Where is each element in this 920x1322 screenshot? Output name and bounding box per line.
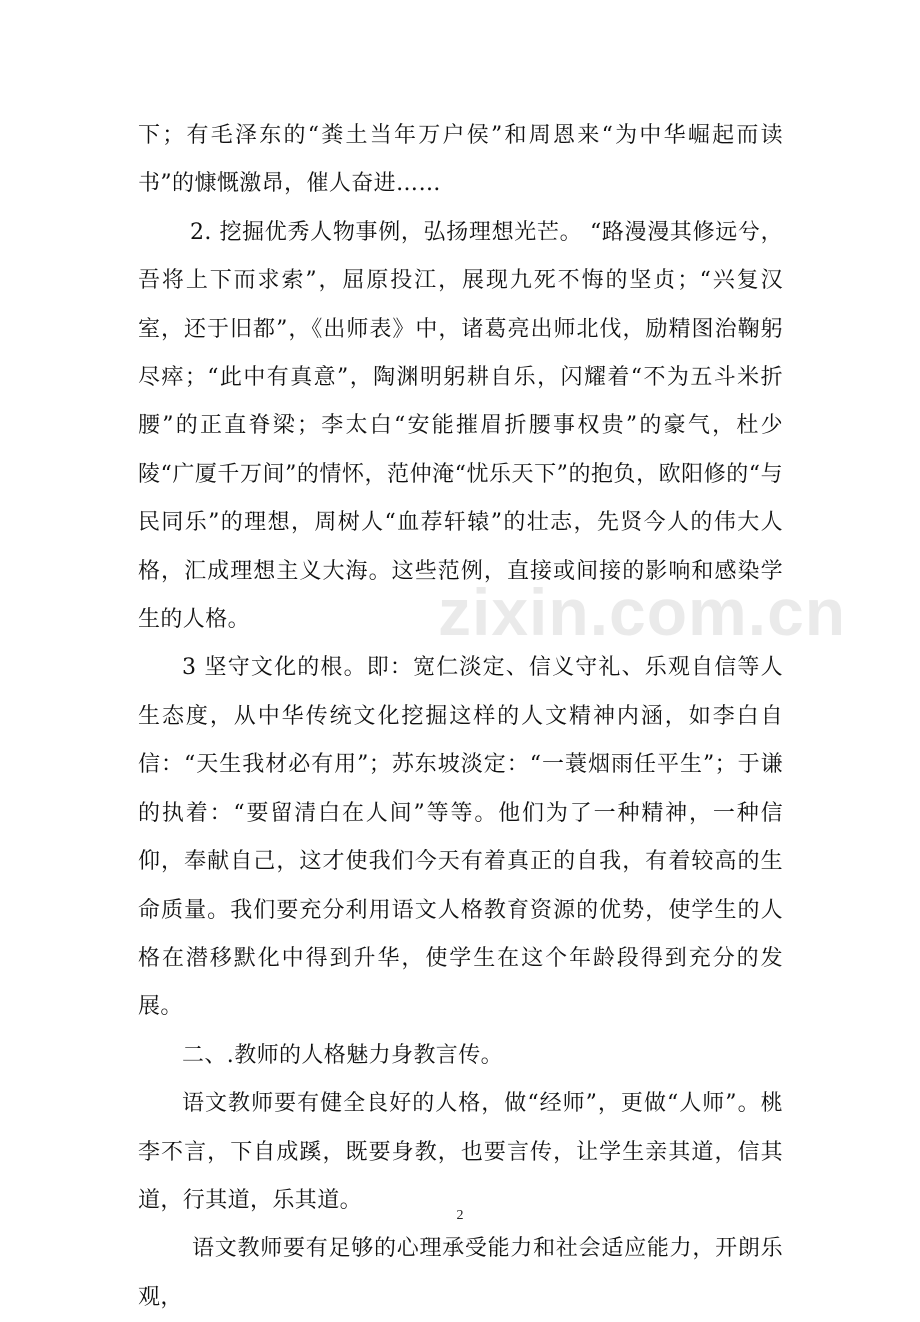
paragraph-5: 语文教师要有健全良好的人格，做“经师”，更做“人师”。桃李不言，下自成蹊，既要身教，也要言传，让学生亲其道，信其道，行其道，乐其道。 [138, 1091, 783, 1213]
watermark: zixin.com.cn [438, 575, 847, 649]
paragraph-2: 2. 挖掘优秀人物事例，弘扬理想光芒。 “路漫漫其修远兮，吾将上下而求索”，屈原投江，展现九死不悔的坚贞；“兴复汉室，还于旧都”，《出师表》中，诸葛亮出师北伐，励精图治鞠躬尽瘁；“此中有真意”，陶渊明躬耕自乐，闪耀着“不为五斗米折腰”的正直脊梁；李太白“安能摧眉折腰事权贵”的豪气，杜少陵“广厦千万间”的情怀，范仲淹“忧乐天下”的抱负，欧阳修的“与民同乐”的理想，周树人“血荐轩辕”的壮志，先贤今人的伟大人格，汇成理想主义大海。这些范例，直接或间接的影响和感染学生的人格。 [138, 219, 783, 633]
paragraph-3: 3 坚守文化的根。即：宽仁淡定、信义守礼、乐观自信等人生态度，从中华传统文化挖掘这样的人文精神内涵，如李白自信：“天生我材必有用”；苏东坡淡定：“一蓑烟雨任平生”；于谦的执着：“要留清白在人间”等等。他们为了一种精神，一种信仰，奉献自己，这才使我们今天有着真正的自我，有着较高的生命质量。我们要充分利用语文人格教育资源的优势，使学生的人格在潜移默化中得到升华，使学生在这个年龄段得到充分的发展。 [138, 655, 783, 1020]
body-text [138, 112, 783, 1322]
section-heading: 二、.教师的人格魅力身教言传。 [182, 1042, 503, 1068]
page-number: 2 [456, 1208, 464, 1223]
paragraph-6: 语文教师要有足够的心理承受能力和社会适应能力，开朗乐观， [138, 1236, 783, 1310]
paragraph-1: 下；有毛泽东的“粪土当年万户侯”和周恩来“为中华崛起而读书”的慷慨激昂，催人奋进…… [138, 123, 783, 197]
